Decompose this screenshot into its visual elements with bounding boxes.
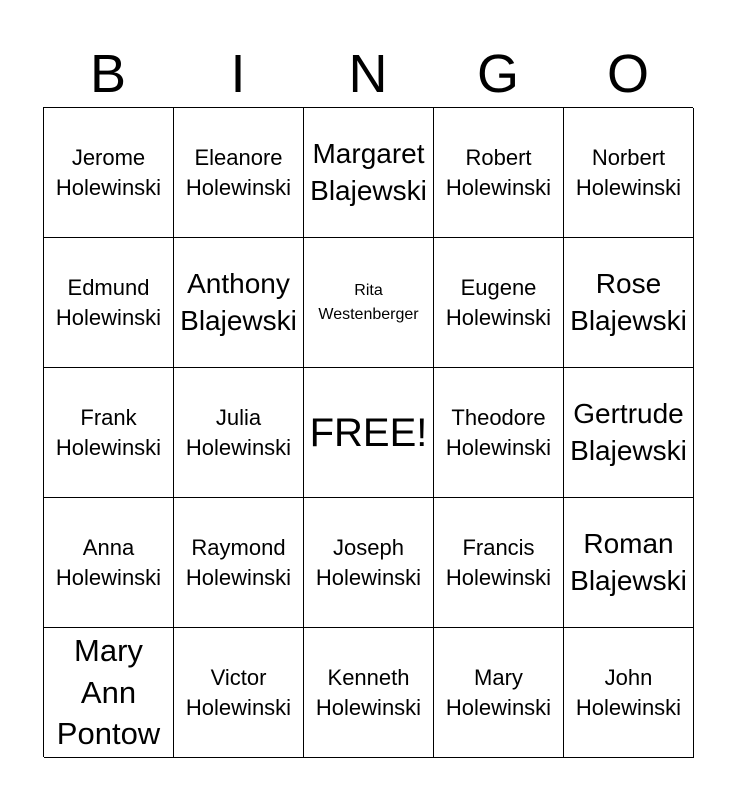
bingo-board: [43, 107, 693, 757]
bingo-cell[interactable]: Anthony Blajewski: [174, 238, 304, 368]
header-letter-g: G: [476, 44, 519, 104]
header-letter-n: N: [348, 44, 388, 104]
header-letter-o: O: [606, 44, 649, 104]
bingo-cell[interactable]: Frank Holewinski: [44, 368, 174, 498]
bingo-cell[interactable]: Gertrude Blajewski: [564, 368, 694, 498]
header-letter-i: I: [230, 44, 246, 104]
free-space-cell[interactable]: FREE!: [304, 368, 434, 498]
bingo-header: [43, 40, 693, 108]
bingo-cell[interactable]: Joseph Holewinski: [304, 498, 434, 628]
bingo-cell[interactable]: Jerome Holewinski: [44, 108, 174, 238]
bingo-cell[interactable]: Robert Holewinski: [434, 108, 564, 238]
bingo-cell[interactable]: Edmund Holewinski: [44, 238, 174, 368]
bingo-cell[interactable]: Julia Holewinski: [174, 368, 304, 498]
bingo-cell[interactable]: Roman Blajewski: [564, 498, 694, 628]
bingo-cell[interactable]: Theodore Holewinski: [434, 368, 564, 498]
bingo-cell[interactable]: Eleanore Holewinski: [174, 108, 304, 238]
bingo-cell[interactable]: Mary Ann Pontow: [44, 628, 174, 758]
bingo-cell[interactable]: Margaret Blajewski: [304, 108, 434, 238]
bingo-cell[interactable]: Kenneth Holewinski: [304, 628, 434, 758]
bingo-cell[interactable]: Francis Holewinski: [434, 498, 564, 628]
bingo-cell[interactable]: Rita Westenberger: [304, 238, 434, 368]
bingo-cell[interactable]: Rose Blajewski: [564, 238, 694, 368]
bingo-cell[interactable]: Anna Holewinski: [44, 498, 174, 628]
bingo-cell[interactable]: Mary Holewinski: [434, 628, 564, 758]
bingo-cell[interactable]: Raymond Holewinski: [174, 498, 304, 628]
bingo-cell[interactable]: John Holewinski: [564, 628, 694, 758]
bingo-cell[interactable]: Norbert Holewinski: [564, 108, 694, 238]
bingo-cell[interactable]: Victor Holewinski: [174, 628, 304, 758]
header-letter-b: B: [89, 44, 127, 104]
bingo-cell[interactable]: Eugene Holewinski: [434, 238, 564, 368]
